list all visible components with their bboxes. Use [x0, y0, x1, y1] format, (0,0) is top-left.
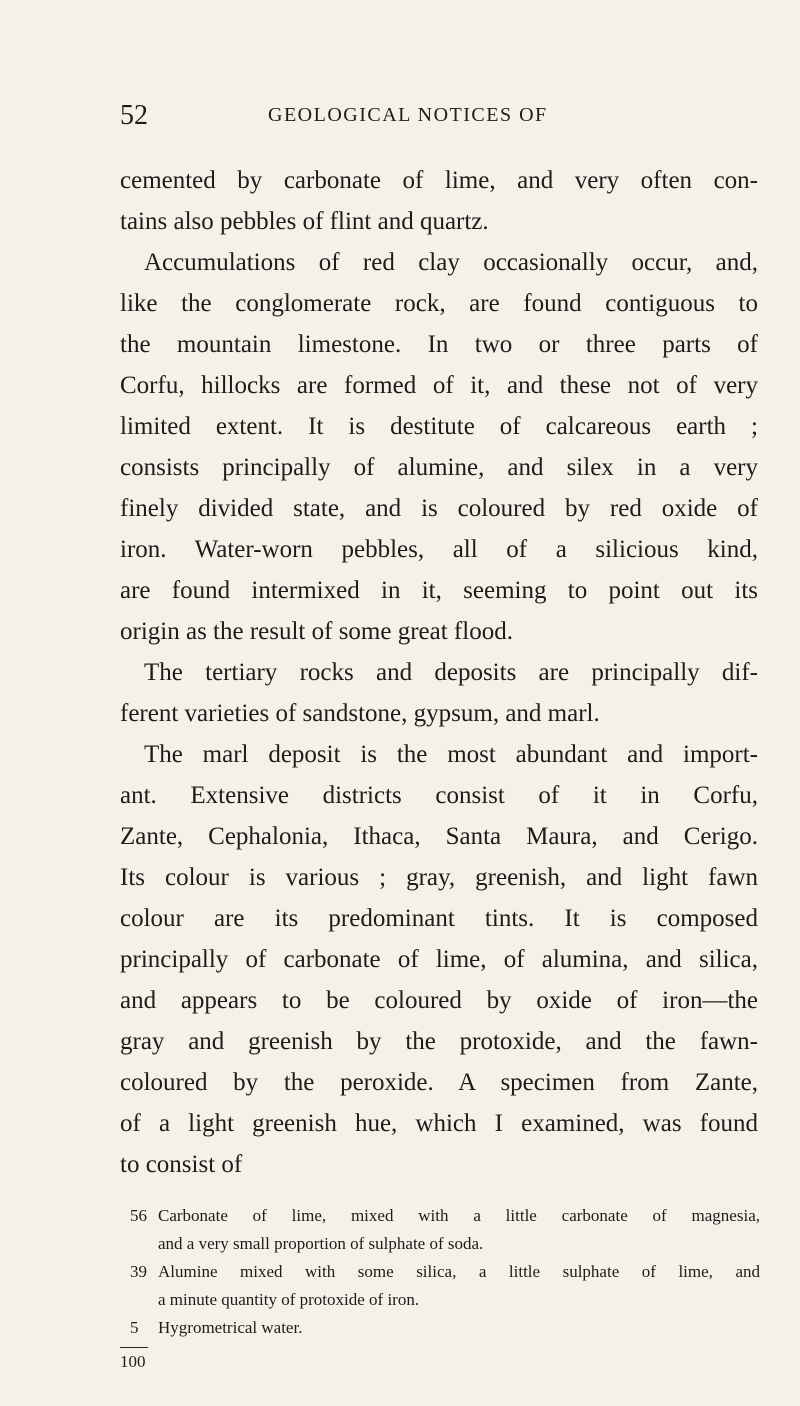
composition-text: a minute quantity of protoxide of iron.: [158, 1290, 420, 1309]
text-line: origin as the result of some great flood.: [120, 618, 513, 645]
body-text: [120, 160, 758, 1185]
page-header: [0, 100, 800, 140]
text-line: principally of carbonate of lime, of alumina, and silica,: [120, 946, 758, 973]
text-line: like the conglomerate rock, are found contiguous to: [120, 290, 758, 317]
text-line: of a light greenish hue, which I examined, was found: [120, 1110, 758, 1137]
text-line: Accumulations of red clay occasionally occur, and,: [144, 249, 758, 276]
text-line: gray and greenish by the protoxide, and the fawn-: [120, 1028, 758, 1055]
text-line: are found intermixed in it, seeming to point out its: [120, 577, 758, 604]
text-line: the mountain limestone. In two or three parts of: [120, 331, 758, 358]
text-line: Corfu, hillocks are formed of it, and these not of very: [120, 372, 758, 399]
text-line: coloured by the peroxide. A specimen from Zante,: [120, 1069, 758, 1096]
composition-text: and a very small proportion of sulphate of soda.: [158, 1234, 484, 1253]
text-line: to consist of: [120, 1151, 243, 1178]
text-line: limited extent. It is destitute of calcareous earth ;: [120, 413, 758, 440]
composition-text: Hygrometrical water.: [158, 1318, 303, 1337]
running-title: GEOLOGICAL NOTICES OF: [268, 104, 548, 126]
text-line: Zante, Cephalonia, Ithaca, Santa Maura, and Cerigo.: [120, 823, 758, 850]
text-line: tains also pebbles of flint and quartz.: [120, 208, 489, 235]
text-line: The tertiary rocks and deposits are principally dif-: [144, 659, 758, 686]
composition-total: 100: [120, 1352, 146, 1371]
composition-text: Carbonate of lime, mixed with a little carbonate of magnesia,: [158, 1206, 760, 1225]
composition-amount: 5: [130, 1318, 139, 1337]
text-line: cemented by carbonate of lime, and very often con-: [120, 167, 758, 194]
text-line: colour are its predominant tints. It is composed: [120, 905, 758, 932]
page-number: 52: [120, 100, 148, 131]
text-line: The marl deposit is the most abundant and import-: [144, 741, 758, 768]
composition-amount: 56: [130, 1206, 147, 1225]
text-line: ferent varieties of sandstone, gypsum, and marl.: [120, 700, 600, 727]
text-line: ant. Extensive districts consist of it in Corfu,: [120, 782, 758, 809]
text-line: Its colour is various ; gray, greenish, and light fawn: [120, 864, 758, 891]
sum-rule: [120, 1347, 148, 1348]
text-line: and appears to be coloured by oxide of iron—the: [120, 987, 758, 1014]
composition-amount: 39: [130, 1262, 147, 1281]
text-line: iron. Water-worn pebbles, all of a silicious kind,: [120, 536, 758, 563]
composition-text: Alumine mixed with some silica, a little sulphate of lime, and: [158, 1262, 760, 1281]
text-line: consists principally of alumine, and silex in a very: [120, 454, 758, 481]
text-line: finely divided state, and is coloured by red oxide of: [120, 495, 758, 522]
